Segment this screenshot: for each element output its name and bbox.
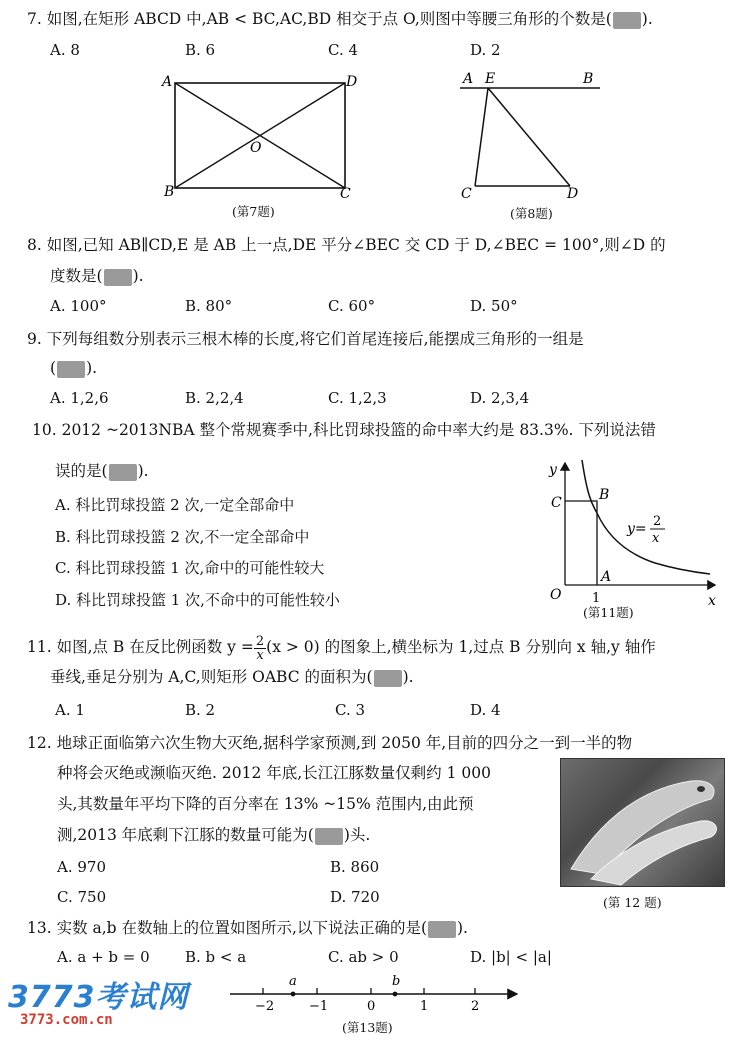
q11-label-x-axis: x (708, 593, 716, 609)
q12-option-c: C. 750 (57, 888, 107, 906)
q11-label-a: A (601, 569, 612, 585)
q7-label-a: A (162, 74, 173, 90)
q8-label-c: C (461, 186, 472, 201)
q8-option-b: B. 80° (185, 297, 233, 315)
q13-tick-0: 0 (367, 999, 376, 1014)
q13-tick-minus1: −1 (309, 999, 329, 1014)
answer-blank (315, 828, 343, 845)
q13-option-a: A. a + b = 0 (57, 948, 150, 966)
answer-blank (109, 464, 137, 481)
q10-option-b: B. 科比罚球投篮 2 次,不一定全部命中 (55, 528, 310, 546)
q8-option-d: D. 50° (470, 297, 518, 315)
q10-option-d: D. 科比罚球投篮 1 次,不命中的可能性较小 (55, 591, 340, 609)
q8-stem-line1: 8. 如图,已知 AB∥CD,E 是 AB 上一点,DE 平分∠BEC 交 CD 于 D,∠BEC = 100°,则∠D 的 (27, 236, 666, 254)
q9-stem-line2: ( ). (50, 359, 98, 377)
q7-caption: (第7题) (232, 204, 275, 219)
q12-stem-line3: 头,其数量年平均下降的百分率在 13% ~15% 范围内,由此预 (57, 795, 474, 813)
q13-caption: (第13题) (342, 1020, 393, 1035)
q7-option-a: A. 8 (50, 41, 80, 59)
q13-option-c: C. ab > 0 (328, 948, 399, 966)
q11-label-y-axis: y (549, 462, 557, 478)
q10-option-a: A. 科比罚球投篮 2 次,一定全部命中 (55, 496, 295, 514)
q12-caption: (第 12 题) (603, 895, 662, 910)
q8-caption: (第8题) (510, 206, 553, 221)
q11-label-tick-1: 1 (592, 591, 601, 606)
q11-option-b: B. 2 (185, 701, 216, 719)
q7-label-b: B (164, 184, 175, 200)
q12-stem-line4: 测,2013 年底剩下江豚的数量可能为( )头. (57, 826, 371, 844)
q13-number-line (225, 972, 525, 1017)
q8-label-a: A (463, 71, 474, 87)
q7-option-b: B. 6 (185, 41, 216, 59)
watermark-url: 3773.com.cn (20, 1012, 113, 1028)
q12-option-b: B. 860 (330, 858, 380, 876)
porpoise-illustration (561, 759, 724, 886)
q12-stem-line2: 种将会灭绝或濒临灭绝. 2012 年底,长江江豚数量仅剩约 1 000 (57, 764, 491, 782)
q12-stem-line1: 12. 地球正面临第六次生物大灭绝,据科学家预测,到 2050 年,目前的四分之一到一半的物 (27, 734, 633, 752)
q11-caption: (第11题) (583, 605, 634, 620)
q8-label-b: B (583, 71, 594, 87)
q10-option-c: C. 科比罚球投篮 1 次,命中的可能性较大 (55, 559, 325, 577)
q8-stem-line2: 度数是( ). (50, 267, 144, 285)
q7-label-d: D (346, 74, 358, 90)
q9-option-d: D. 2,3,4 (470, 389, 530, 407)
finless-porpoise-photo (560, 758, 725, 887)
q8-option-a: A. 100° (50, 297, 107, 315)
q11-label-b: B (599, 487, 610, 503)
answer-blank (613, 12, 641, 29)
q8-figure-triangle (455, 66, 605, 201)
answer-blank (104, 269, 132, 286)
watermark-logo: 3773考试网 (8, 980, 189, 1015)
q7-figure-rectangle (150, 66, 370, 201)
q11-stem-line2: 垂线,垂足分别为 A,C,则矩形 OABC 的面积为( ). (50, 668, 414, 686)
q11-function-numerator: 2 (653, 514, 662, 529)
q7-stem: 7. 如图,在矩形 ABCD 中,AB < BC,AC,BD 相交于点 O,则图中等腰三角形的个数是( ). (27, 10, 653, 28)
q7-option-c: C. 4 (328, 41, 359, 59)
q11-function-denominator: x (652, 531, 660, 546)
q11-option-a: A. 1 (55, 701, 85, 719)
q9-stem-line1: 9. 下列每组数分别表示三根木棒的长度,将它们首尾连接后,能摆成三角形的一组是 (27, 330, 584, 348)
answer-blank (428, 921, 456, 938)
q11-function-label: y= (627, 521, 647, 537)
answer-blank (374, 670, 402, 687)
q11-stem-line1: 11. 如图,点 B 在反比例函数 y = $\frac{2}{x}$ (x > 0) 的图象上,横坐标为 1,过点 B 分别向 x 轴,y 轴作 (27, 633, 656, 663)
q13-point-b: b (392, 974, 401, 989)
q11-label-o: O (550, 587, 562, 603)
q13-tick-minus2: −2 (255, 999, 275, 1014)
q8-label-e: E (485, 71, 496, 87)
q12-option-a: A. 970 (57, 858, 106, 876)
q10-stem-line1: 10. 2012 ~2013NBA 整个常规赛季中,科比罚球投篮的命中率大约是 83.3%. 下列说法错 (32, 421, 656, 439)
q11-option-c: C. 3 (335, 701, 366, 719)
q9-option-b: B. 2,2,4 (185, 389, 244, 407)
q13-option-d: D. |b| < |a| (470, 948, 552, 966)
q13-tick-1: 1 (420, 999, 429, 1014)
q9-option-c: C. 1,2,3 (328, 389, 387, 407)
q9-option-a: A. 1,2,6 (50, 389, 109, 407)
q13-stem: 13. 实数 a,b 在数轴上的位置如图所示,以下说法正确的是( ). (27, 919, 468, 937)
q7-label-c: C (340, 186, 351, 201)
q11-fraction: $\frac{2}{x}$ (255, 633, 265, 663)
q10-stem-line2: 误的是( ). (55, 462, 149, 480)
q13-tick-2: 2 (471, 999, 480, 1014)
q7-option-d: D. 2 (470, 41, 501, 59)
q13-option-b: B. b < a (185, 948, 247, 966)
q8-label-d: D (567, 186, 579, 201)
q11-option-d: D. 4 (470, 701, 501, 719)
q13-point-a: a (289, 974, 297, 989)
q11-figure-hyperbola (535, 455, 725, 615)
answer-blank (57, 361, 85, 378)
q11-label-c: C (551, 495, 562, 511)
q7-label-o: O (250, 140, 262, 156)
q8-option-c: C. 60° (328, 297, 376, 315)
q12-option-d: D. 720 (330, 888, 380, 906)
